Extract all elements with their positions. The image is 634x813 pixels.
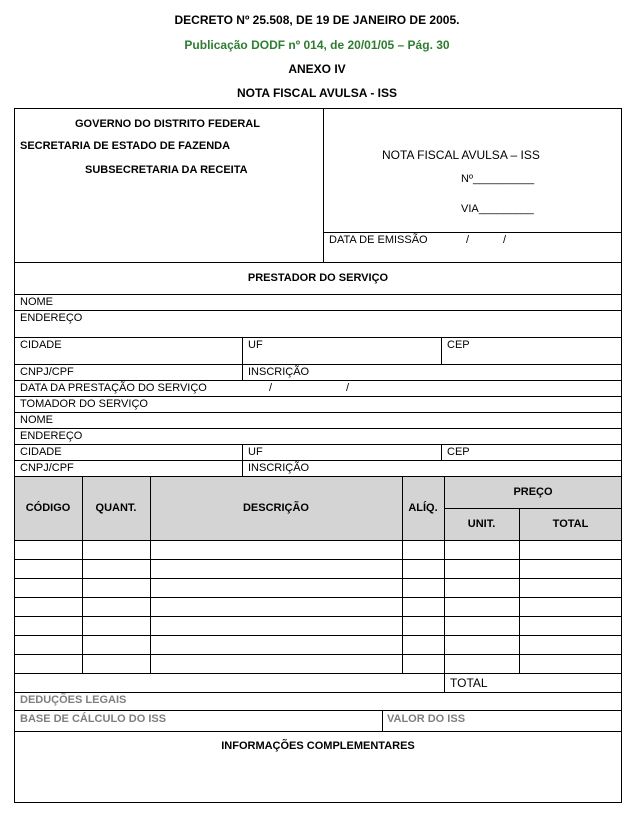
base-calculo-field[interactable]: BASE DE CÁLCULO DO ISS (20, 713, 167, 725)
table-row-divider (14, 578, 622, 579)
divider (402, 476, 403, 673)
note-via-field[interactable]: VIA_________ (461, 203, 534, 215)
divider (14, 444, 622, 445)
taker-address-field[interactable]: ENDEREÇO (20, 430, 83, 442)
divider (14, 412, 622, 413)
column-header-codigo: CÓDIGO (25, 502, 71, 514)
note-number-field[interactable]: Nº__________ (461, 173, 535, 185)
column-header-preco: PREÇO (513, 486, 553, 498)
table-row-divider (14, 597, 622, 598)
divider (150, 476, 151, 673)
date-slash: / (346, 382, 350, 394)
deducoes-legais-field[interactable]: DEDUÇÕES LEGAIS (20, 694, 127, 706)
divider (323, 232, 622, 233)
divider (14, 673, 622, 674)
divider (14, 428, 622, 429)
table-row-divider (14, 635, 622, 636)
date-slash: / (503, 234, 507, 246)
divider (14, 294, 622, 295)
provider-uf-field[interactable]: UF (248, 339, 263, 351)
divider (382, 710, 383, 731)
table-total-label: TOTAL (450, 676, 488, 690)
divider (14, 692, 622, 693)
provider-name-field[interactable]: NOME (20, 296, 53, 308)
valor-iss-field[interactable]: VALOR DO ISS (387, 713, 466, 725)
table-row-divider (14, 616, 622, 617)
divider (14, 380, 622, 381)
note-box-title: NOTA FISCAL AVULSA – ISS (382, 148, 540, 162)
divider (242, 337, 243, 365)
provider-cnpj-field[interactable]: CNPJ/CPF (20, 366, 74, 378)
info-complementares-title: INFORMAÇÕES COMPLEMENTARES (221, 740, 415, 752)
divider (14, 364, 622, 365)
divider (444, 476, 445, 692)
issuer-government: GOVERNO DO DISTRITO FEDERAL (75, 118, 260, 130)
divider (242, 460, 243, 476)
provider-inscricao-field[interactable]: INSCRIÇÃO (248, 366, 310, 378)
date-slash: / (466, 234, 470, 246)
table-row-divider (14, 559, 622, 560)
column-header-descricao: DESCRIÇÃO (242, 502, 309, 514)
taker-city-field[interactable]: CIDADE (20, 446, 62, 458)
taker-section-title: TOMADOR DO SERVIÇO (20, 398, 148, 410)
issuer-subsecretaria: SUBSECRETARIA DA RECEITA (85, 164, 248, 176)
divider (323, 108, 324, 262)
emission-date-label: DATA DE EMISSÃO (329, 234, 428, 246)
publication-line: Publicação DODF nº 014, de 20/01/05 – Pág. 30 (184, 38, 450, 52)
provider-city-field[interactable]: CIDADE (20, 339, 62, 351)
provider-address-field[interactable]: ENDEREÇO (20, 312, 83, 324)
decree-title: DECRETO Nº 25.508, DE 19 DE JANEIRO DE 2005. (174, 13, 460, 27)
provider-section-title: PRESTADOR DO SERVIÇO (247, 272, 389, 284)
divider (14, 460, 622, 461)
date-slash: / (269, 382, 273, 394)
table-row-divider (14, 654, 622, 655)
taker-cep-field[interactable]: CEP (447, 446, 470, 458)
divider (14, 396, 622, 397)
divider (519, 508, 520, 673)
divider (242, 364, 243, 380)
divider (14, 262, 622, 263)
taker-uf-field[interactable]: UF (248, 446, 263, 458)
annex-title: ANEXO IV (288, 62, 346, 76)
document-title: NOTA FISCAL AVULSA - ISS (236, 86, 397, 100)
column-header-quant: QUANT. (95, 502, 137, 514)
divider (14, 540, 622, 541)
divider (242, 444, 243, 460)
info-complementares-area[interactable] (15, 756, 621, 802)
taker-cnpj-field[interactable]: CNPJ/CPF (20, 462, 74, 474)
divider (14, 731, 622, 732)
divider (441, 337, 442, 365)
column-header-total: TOTAL (552, 518, 589, 530)
column-header-aliq: ALÍQ. (408, 502, 438, 514)
column-header-unit: UNIT. (467, 518, 496, 530)
taker-name-field[interactable]: NOME (20, 414, 53, 426)
provider-cep-field[interactable]: CEP (447, 339, 470, 351)
issuer-secretaria: SECRETARIA DE ESTADO DE FAZENDA (20, 140, 231, 152)
taker-inscricao-field[interactable]: INSCRIÇÃO (248, 462, 310, 474)
service-date-field[interactable]: DATA DA PRESTAÇÃO DO SERVIÇO (20, 382, 207, 394)
divider (14, 337, 622, 338)
divider (444, 508, 622, 509)
divider (82, 476, 83, 673)
divider (441, 444, 442, 460)
divider (14, 310, 622, 311)
divider (14, 710, 622, 711)
